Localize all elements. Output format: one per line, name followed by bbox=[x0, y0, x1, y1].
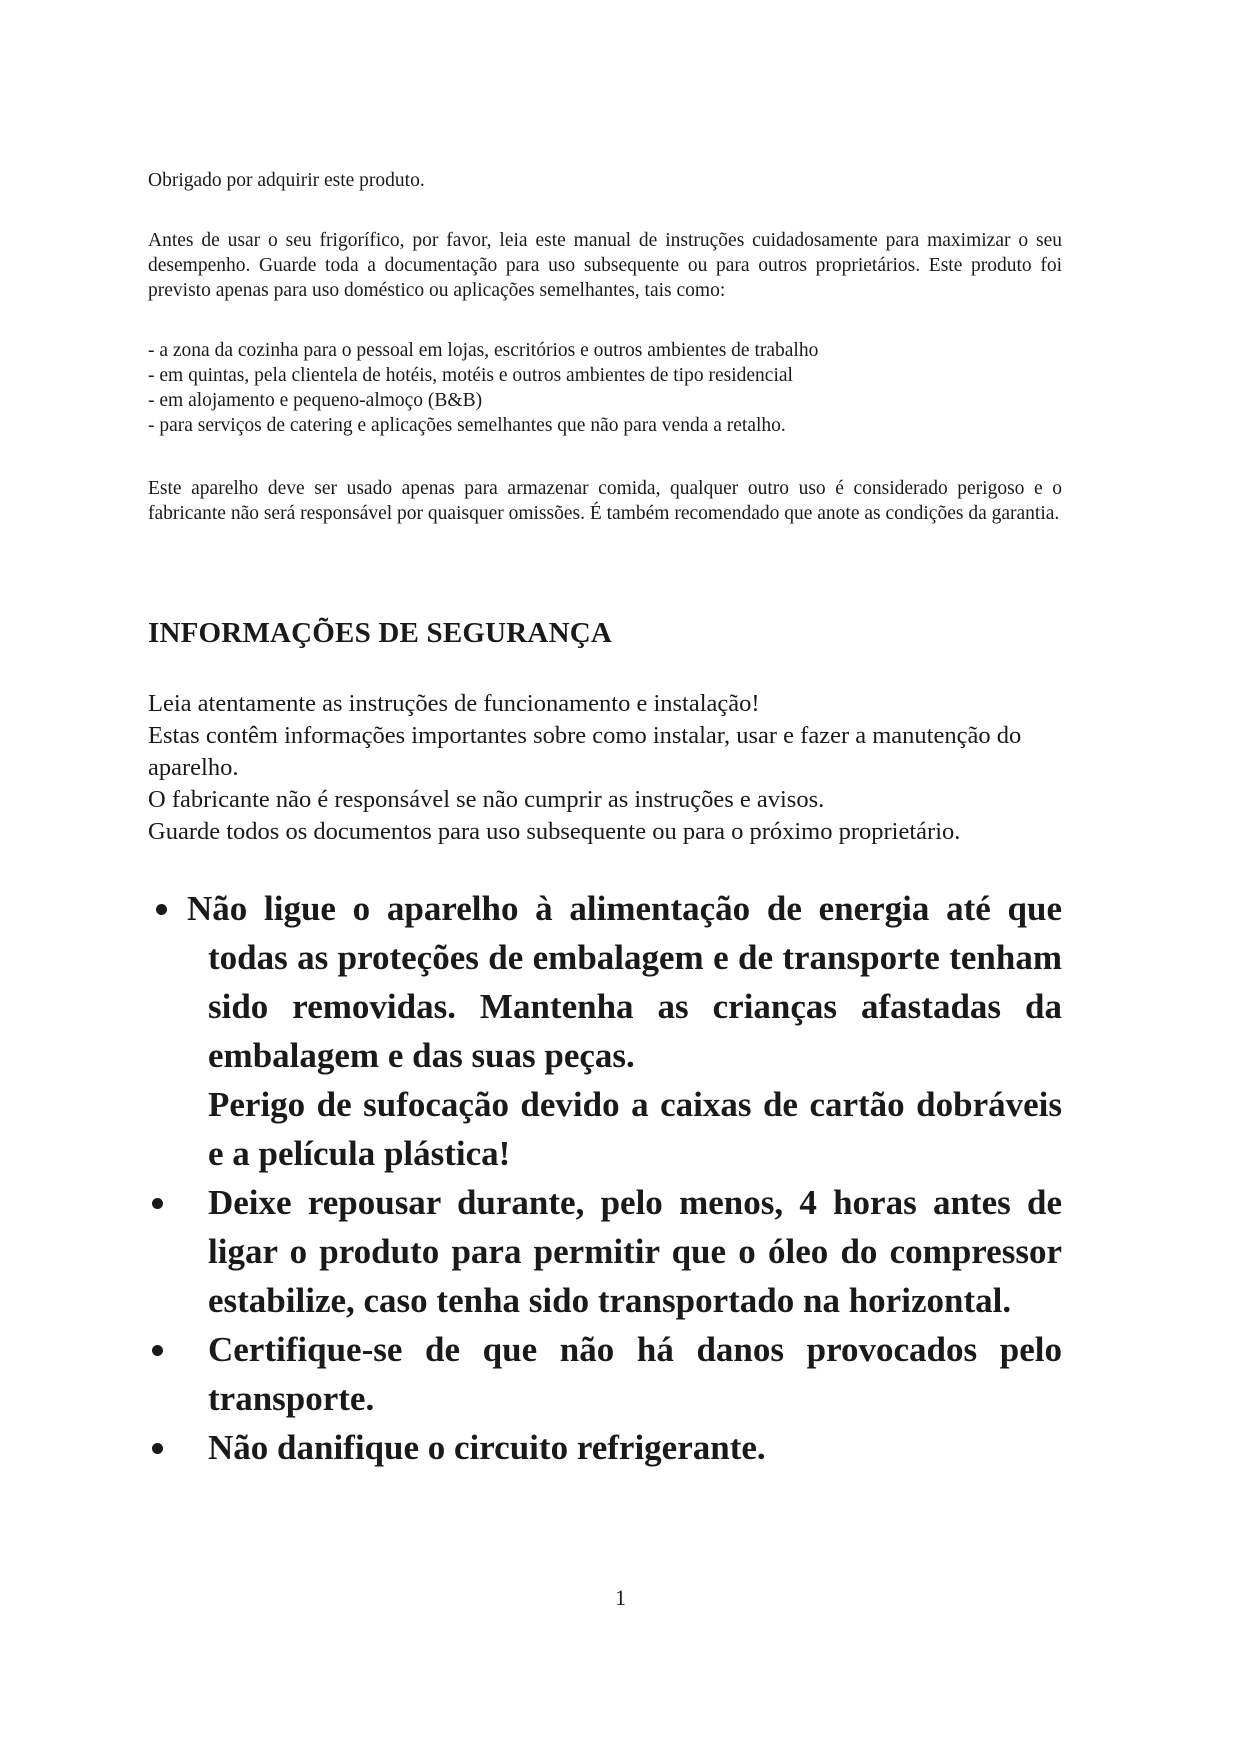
warning-item bbox=[148, 884, 1062, 1178]
disclaimer-paragraph: Este aparelho deve ser usado apenas para armazenar comida, qualquer outro uso é considerado perigoso e o fabricante não será responsável por quaisquer omissões. É também recomendado que anote as condições da garantia. bbox=[148, 478, 1062, 524]
use-item: - em alojamento e pequeno-almoço (B&B) bbox=[148, 390, 483, 411]
warning-text: Não danifique o circuito refrigerante. bbox=[208, 1428, 766, 1467]
before-use-paragraph: Antes de usar o seu frigorífico, por favor, leia este manual de instruções cuidadosamente para maximizar o seu desempenho. Guarde toda a documentação para uso subsequente ou para outros proprietários. Este produto foi previsto apenas para uso doméstico ou aplicações semelhantes, tais como: bbox=[148, 230, 1062, 301]
safety-heading: INFORMAÇÕES DE SEGURANÇA bbox=[148, 617, 612, 649]
safety-instructions bbox=[148, 688, 1062, 848]
bullet-icon bbox=[156, 904, 167, 915]
warning-text: Certifique-se de que não há danos provocados pelo transporte. bbox=[208, 1330, 1062, 1418]
warning-item bbox=[148, 1178, 1062, 1325]
safety-line: O fabricante não é responsável se não cumprir as instruções e avisos. bbox=[148, 786, 825, 813]
thanks-paragraph: Obrigado por adquirir este produto. bbox=[148, 170, 425, 191]
warning-item bbox=[148, 1325, 1062, 1423]
safety-line: Leia atentamente as instruções de funcionamento e instalação! bbox=[148, 690, 760, 717]
warning-extra-text: Perigo de sufocação devido a caixas de cartão dobráveis e a película plástica! bbox=[208, 1085, 1062, 1173]
use-item: - a zona da cozinha para o pessoal em lojas, escritórios e outros ambientes de trabalho bbox=[148, 340, 819, 361]
safety-line: Estas contêm informações importantes sobre como instalar, usar e fazer a manutenção do aparelho. bbox=[148, 722, 1022, 781]
page-number: 1 bbox=[615, 1585, 626, 1610]
bullet-icon bbox=[152, 1443, 163, 1454]
bullet-icon bbox=[152, 1198, 163, 1209]
warning-text: Deixe repousar durante, pelo menos, 4 horas antes de ligar o produto para permitir que o óleo do compressor estabilize, caso tenha sido transportado na horizontal. bbox=[208, 1183, 1062, 1320]
safety-warnings-list bbox=[148, 884, 1062, 1472]
use-item: - para serviços de catering e aplicações semelhantes que não para venda a retalho. bbox=[148, 415, 786, 436]
warning-item bbox=[148, 1423, 1062, 1472]
use-item: - em quintas, pela clientela de hotéis, motéis e outros ambientes de tipo residencial bbox=[148, 365, 793, 386]
warning-text: Não ligue o aparelho à alimentação de energia até que todas as proteções de embalagem e de transporte tenham sido removidas. Mantenha as crianças afastadas da embalagem e das suas peças. bbox=[187, 889, 1062, 1075]
uses-list bbox=[148, 338, 1062, 438]
safety-line: Guarde todos os documentos para uso subsequente ou para o próximo proprietário. bbox=[148, 818, 961, 845]
bullet-icon bbox=[152, 1345, 163, 1356]
